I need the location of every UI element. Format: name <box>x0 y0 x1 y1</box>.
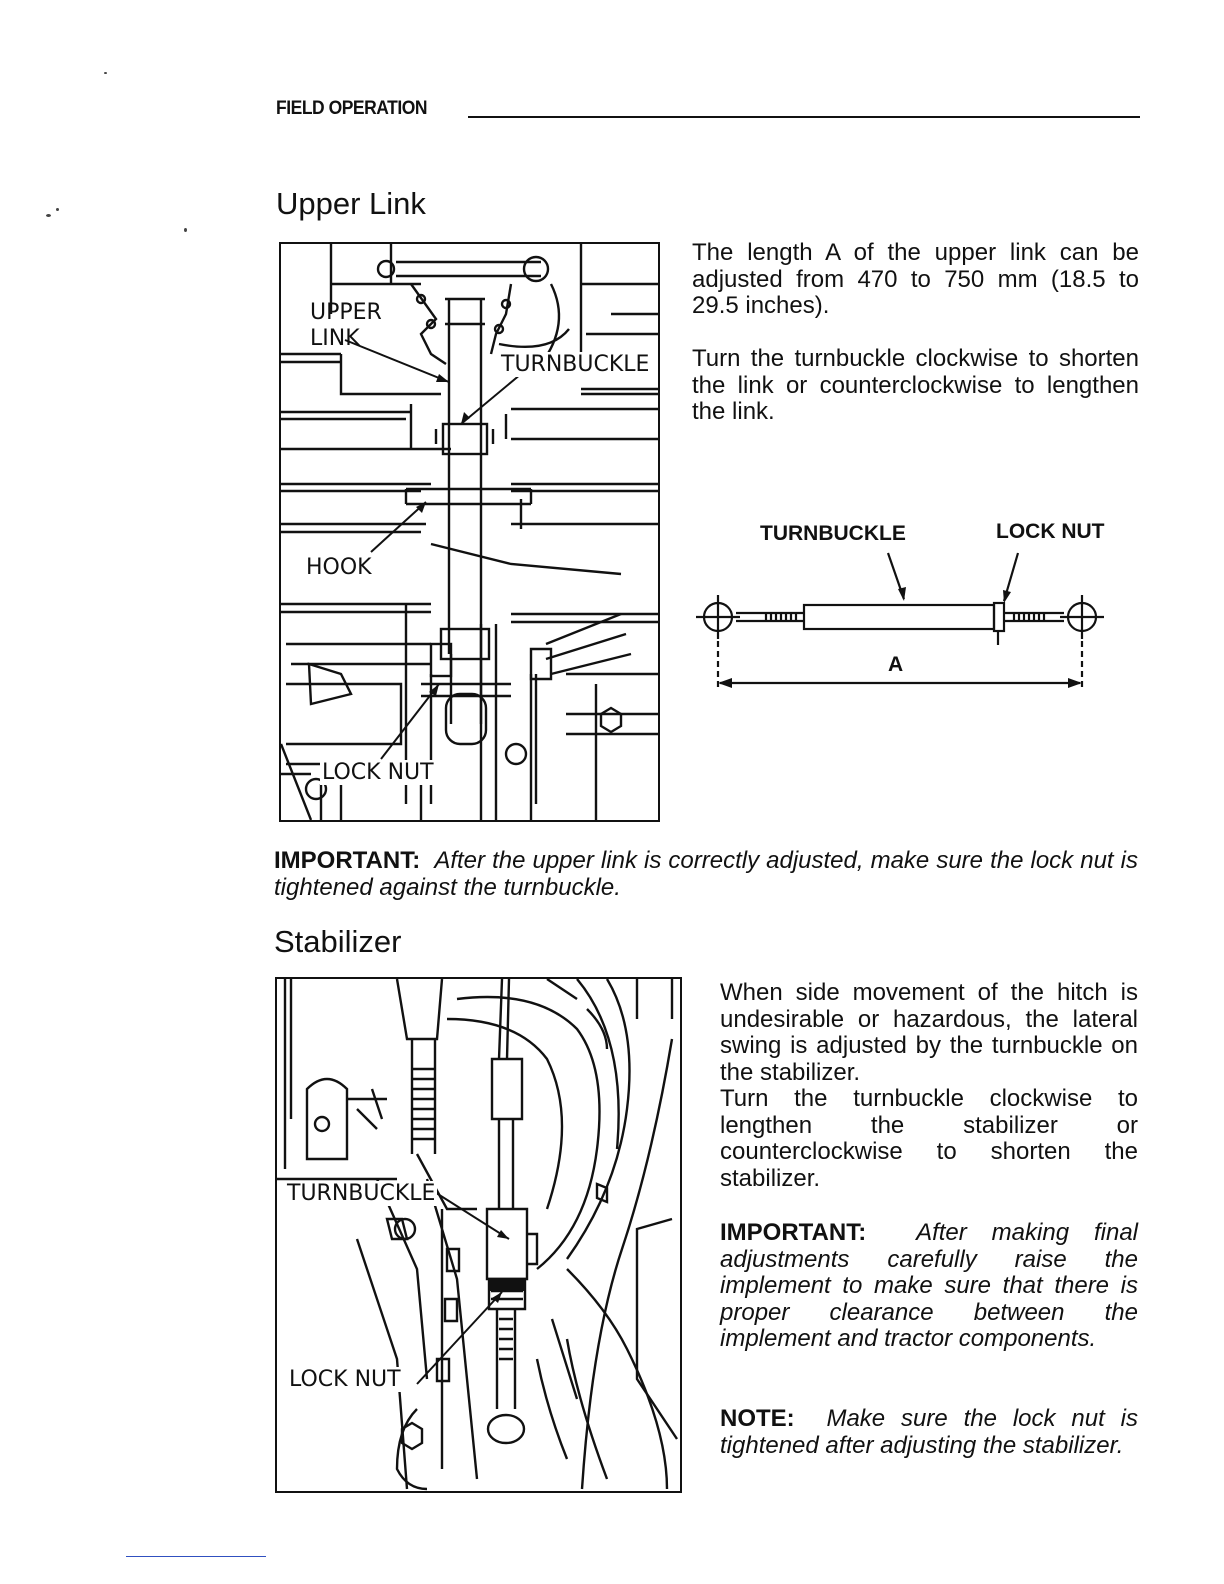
diagram-label-turnbuckle: TURNBUCKLE <box>760 522 906 545</box>
callout-link: LINK <box>310 326 360 351</box>
stabilizer-important-label: IMPORTANT: <box>720 1219 867 1246</box>
upper-link-diagram <box>696 545 1116 695</box>
section-title-upper-link: Upper Link <box>276 186 426 221</box>
scan-speck <box>104 72 107 74</box>
callout-upper: UPPER <box>310 300 382 325</box>
header-rule <box>468 116 1140 118</box>
scan-speck <box>56 208 59 211</box>
page-header: FIELD OPERATION <box>276 98 428 119</box>
callout-turnbuckle: TURNBUCKLE <box>501 352 650 377</box>
stabilizer-figure <box>275 977 682 1493</box>
stabilizer-note <box>720 1406 1138 1459</box>
callout-hook: HOOK <box>306 555 372 580</box>
note-label: NOTE: <box>720 1405 795 1432</box>
important-label: IMPORTANT: <box>274 847 421 874</box>
callout-stabilizer-lock-nut: LOCK NUT <box>289 1367 401 1392</box>
callout-lock-nut: LOCK NUT <box>322 760 434 785</box>
bottom-rule <box>126 1556 266 1557</box>
note-text: Make sure the lock nut is tightened after adjusting the stabilizer. <box>720 1405 1138 1459</box>
stabilizer-illustration <box>277 979 680 1491</box>
upper-link-para-1: The length A of the upper link can be adjusted from 470 to 750 mm (18.5 to 29.5 inches). <box>692 239 1139 319</box>
section-title-stabilizer: Stabilizer <box>274 924 402 959</box>
upper-link-para-2: Turn the turnbuckle clockwise to shorten the link or counterclockwise to lengthen the link. <box>692 345 1139 425</box>
scan-speck <box>46 214 51 217</box>
scan-speck <box>184 228 187 232</box>
stabilizer-important-text: After making final adjustments carefully raise the implement to make sure that there is proper clearance between the implement and tractor components. <box>720 1219 1138 1352</box>
stabilizer-para-1: When side movement of the hitch is undesirable or hazardous, the lateral swing is adjusted by the turnbuckle on the stabilizer. <box>720 979 1138 1086</box>
important-text: After the upper link is correctly adjusted, make sure the lock nut is tightened against the turnbuckle. <box>274 847 1138 901</box>
stabilizer-para-2: Turn the turnbuckle clockwise to lengthen the stabilizer or counterclockwise to shorten the stabilizer. <box>720 1085 1138 1192</box>
diagram-label-lock-nut: LOCK NUT <box>996 520 1105 543</box>
callout-stabilizer-turnbuckle: TURNBUCKLE <box>287 1181 436 1206</box>
upper-link-important <box>274 848 1138 901</box>
stabilizer-important <box>720 1220 1138 1353</box>
diagram-label-a: A <box>888 653 904 676</box>
